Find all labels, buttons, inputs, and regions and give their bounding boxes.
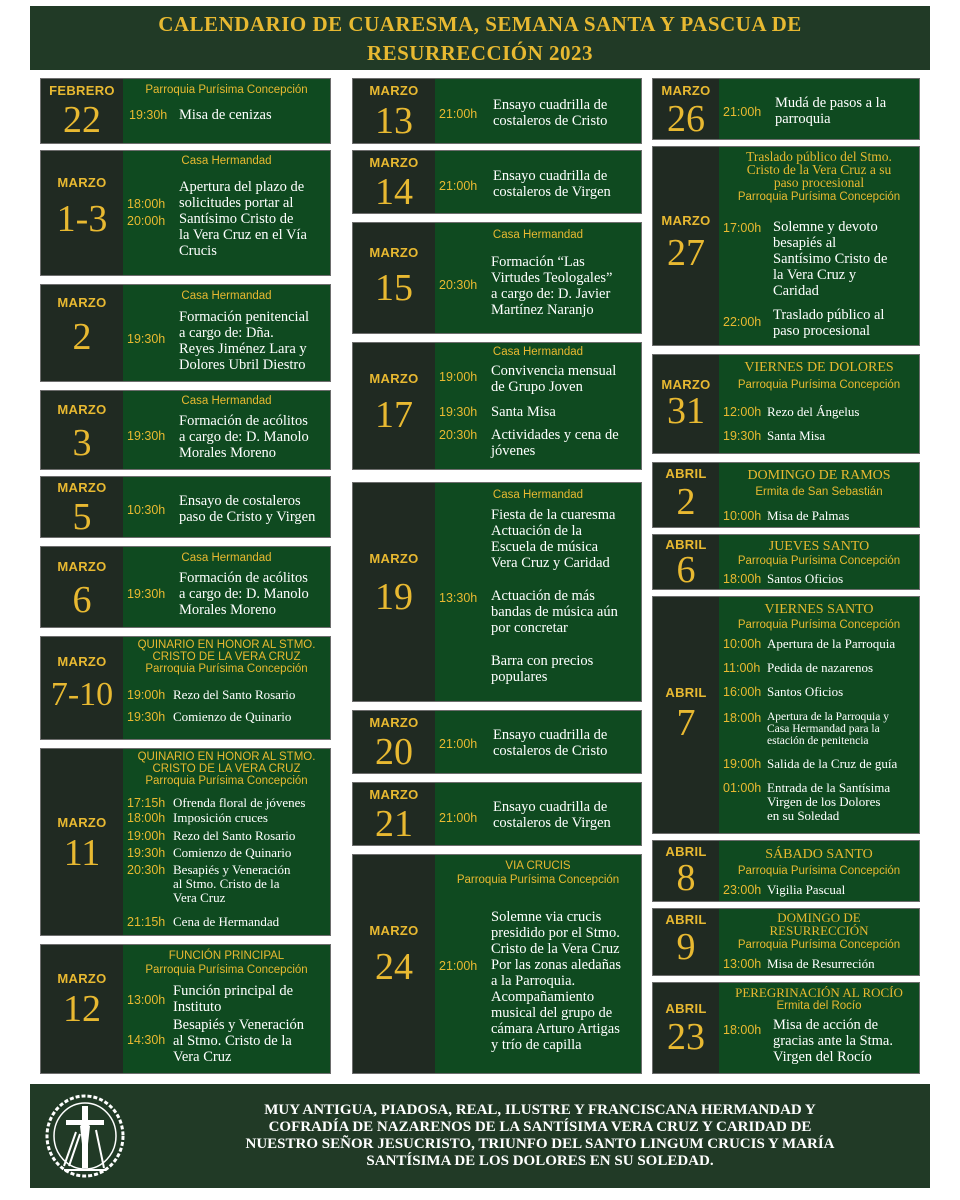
event-time: 17:15h [127,796,166,810]
day-number: 3 [72,422,92,464]
event-card-mar-21 [352,782,642,846]
month-label: MARZO [369,155,419,170]
date-block [353,483,435,701]
event-time: 21:00h [723,105,762,119]
event-description: Imposición cruces [173,810,268,825]
event-description: Ensayo cuadrilla de costaleros de Cristo [493,97,608,129]
event-description: Misa de acción de gracias ante la Stma. Virgen del Rocío [773,1017,893,1065]
event-description: Ofrenda floral de jóvenes [173,795,306,810]
event-description: Traslado público al paso procesional [773,307,885,339]
event-time: 19:30h [129,108,168,122]
month-label: MARZO [57,402,107,417]
event-time: 13:00h [723,957,762,971]
event-time: 19:30h [127,587,166,601]
event-time: 19:00h [127,688,166,702]
event-description: Mudá de pasos a la parroquia [775,95,887,127]
event-description: Besapiés y Veneración al Stmo. Cristo de la Vera Cruz [173,862,291,905]
event-description: Apertura del plazo de solicitudes portar al Santísimo Cristo de la Vera Cruz en el Vía Crucis [179,179,307,259]
event-heading: FUNCIÓN PRINCIPAL Parroquia Purísima Concepción [145,950,308,976]
event-card-mar-20 [352,710,642,774]
event-place: Casa Hermandad [181,395,272,407]
event-time: 13:00h [127,993,166,1007]
event-place: Parroquia Purísima Concepción [737,191,901,203]
event-card-mar-27 [652,146,920,346]
month-label: MARZO [57,480,107,495]
event-card-mar-14 [352,150,642,214]
date-block [41,547,123,627]
month-label: MARZO [57,175,107,190]
month-label: MARZO [369,923,419,938]
event-card-mar-5 [40,476,331,538]
event-time: 18:00h [127,811,166,825]
month-label: MARZO [369,245,419,260]
month-label: MARZO [369,371,419,386]
event-time: 01:00h [723,781,762,795]
month-label: ABRIL [665,844,707,859]
event-description: Santa Misa [767,428,826,443]
date-block [353,343,435,469]
day-number: 9 [676,926,696,968]
day-number: 23 [667,1016,705,1058]
event-time: 20:30h [439,428,478,442]
event-description: Misa de cenizas [179,107,272,123]
event-place: Parroquia Purísima Concepción [737,939,901,951]
date-block [653,535,719,589]
event-time: 10:30h [127,503,166,517]
event-card-mar-3 [40,390,331,470]
event-description: Entrada de la Santísima Virgen de los Dolores en su Soledad [767,780,891,823]
event-card-mar-24 [352,854,642,1074]
event-description: Solemne via crucis presidido por el Stmo. Cristo de la Vera Cruz Por las zonas aledañas a la Parroquia. Acompañamiento musical del grupo de cámara Arturo Artigas y trío de capilla [491,909,622,1053]
event-description: Formación de acólitos a cargo de: D. Manolo Morales Moreno [179,413,309,461]
event-description: Fiesta de la cuaresma Actuación de la Escuela de música Vera Cruz y Caridad [491,507,616,571]
event-time: 21:00h [439,179,478,193]
event-card-mar-31 [652,354,920,454]
event-card-apr-8 [652,840,920,902]
event-time: 21:00h [439,959,478,973]
day-number: 20 [375,731,413,773]
event-description: Convivencia mensual de Grupo Joven [491,363,617,395]
brotherhood-name: MUY ANTIGUA, PIADOSA, REAL, ILUSTRE Y FRANCISCANA HERMANDAD Y COFRADÍA DE NAZARENOS DE LA SANTÍSIMA VERA CRUZ Y CARIDAD DE NUESTRO SEÑOR JESUCRISTO, TRIUNFO DEL SANTO LINGUM CRUCIS Y MARÍA SANTÍSIMA DE LOS DOLORES EN SU SOLEDAD. [245,1102,835,1169]
day-number: 5 [72,496,92,538]
event-description: Misa de Resurreción [767,956,875,971]
month-label: MARZO [57,295,107,310]
event-time: 19:30h [127,332,166,346]
month-label: MARZO [661,377,711,392]
title-line-1: CALENDARIO DE CUARESMA, SEMANA SANTA Y PASCUA DE [158,12,802,36]
event-description: Rezo del Santo Rosario [173,687,296,702]
brotherhood-crest-cross-icon [42,1092,128,1180]
date-block [353,79,435,143]
month-label: MARZO [369,83,419,98]
month-label: ABRIL [665,466,707,481]
event-time: 21:00h [439,737,478,751]
event-time: 20:00h [127,214,166,228]
month-label: MARZO [369,787,419,802]
event-place: Parroquia Purísima Concepción [737,619,901,631]
date-block [41,637,123,739]
event-card-mar-17 [352,342,642,470]
event-description: Vigilia Pascual [767,882,846,897]
event-card-apr-23 [652,982,920,1074]
date-block [653,841,719,901]
event-heading: VIERNES SANTO [764,602,874,617]
event-time: 10:00h [723,637,762,651]
event-place: Parroquia Purísima Concepción [737,379,901,391]
event-card-mar-7-10 [40,636,331,740]
event-time: 18:00h [723,572,762,586]
event-place: Casa Hermandad [492,229,584,241]
event-time: 23:00h [723,883,762,897]
day-number: 31 [667,390,705,432]
event-card-feb-22 [40,78,331,144]
event-time: 21:15h [127,915,166,929]
event-description: Santos Oficios [767,571,844,586]
day-number: 6 [72,579,92,621]
event-card-apr-9 [652,908,920,976]
event-card-apr-7 [652,596,920,834]
month-label: MARZO [369,715,419,730]
event-description: Apertura de la Parroquia y Casa Hermandad para la estación de penitencia [767,711,889,747]
event-time: 19:00h [127,829,166,843]
event-time: 19:30h [127,846,166,860]
day-number: 17 [375,394,413,436]
event-time: 18:00h [723,711,762,725]
month-label: ABRIL [665,685,707,700]
event-description: Actividades y cena de jóvenes [491,427,619,459]
event-time: 19:30h [439,405,478,419]
event-heading: Traslado público del Stmo. Cristo de la Vera Cruz a su paso procesional [746,149,892,190]
event-description: Rezo del Ángelus [767,404,860,419]
event-time: 12:00h [723,405,762,419]
event-card-mar-19 [352,482,642,702]
event-time: 19:30h [723,429,762,443]
date-block [653,355,719,453]
event-description: Formación de acólitos a cargo de: D. Manolo Morales Moreno [179,570,309,618]
date-block [41,391,123,469]
event-card-mar-26 [652,78,920,140]
event-description: Santa Misa [491,404,556,420]
event-place: Casa Hermandad [181,290,272,302]
event-card-apr-6 [652,534,920,590]
event-place: Ermita de San Sebastián [755,486,883,498]
month-label: MARZO [661,213,711,228]
event-place: Casa Hermandad [181,155,272,167]
day-number: 19 [375,576,413,618]
day-number: 13 [375,100,413,142]
day-number: 26 [667,98,705,140]
event-place: Parroquia Purísima Concepción [737,555,901,567]
event-description: Función principal de Instituto [173,983,294,1015]
event-description: Formación penitencial a cargo de: Dña. Reyes Jiménez Lara y Dolores Ubril Diestro [179,309,310,373]
title-line-2: RESURRECCIÓN 2023 [366,41,594,65]
date-block [41,945,123,1073]
day-number: 15 [375,267,413,309]
event-description: Formación “Las Virtudes Teologales” a cargo de: D. Javier Martínez Naranjo [491,254,613,318]
month-label: MARZO [369,551,419,566]
event-description: Ensayo cuadrilla de costaleros de Virgen [493,799,611,831]
event-description: Apertura de la Parroquia [767,636,896,651]
event-description: Ensayo cuadrilla de costaleros de Virgen [493,168,611,200]
day-number: 12 [63,988,101,1030]
date-block [41,749,123,935]
date-block [353,711,435,773]
month-label: MARZO [661,83,711,98]
event-card-mar-15 [352,222,642,334]
event-heading: PEREGRINACIÓN AL ROCÍO [735,985,903,1000]
event-card-mar-12 [40,944,331,1074]
event-time: 21:00h [439,107,478,121]
month-label: MARZO [57,559,107,574]
day-number: 24 [375,946,413,988]
event-description: Pedida de nazarenos [767,660,874,675]
event-place: Ermita del Rocío [776,1000,862,1012]
event-card-mar-6 [40,546,331,628]
event-description: Salida de la Cruz de guía [767,756,898,771]
date-block [353,783,435,845]
date-block [653,463,719,527]
event-description: Ensayo cuadrilla de costaleros de Cristo [493,727,608,759]
day-number: 6 [676,549,696,590]
event-heading: QUINARIO EN HONOR AL STMO. CRISTO DE LA VERA CRUZ Parroquia Purísima Concepción [137,751,316,787]
event-place: Parroquia Purísima Concepción [145,84,308,96]
event-description: Misa de Palmas [767,508,850,523]
event-heading: DOMINGO DE RESURRECCIÓN [769,910,869,938]
date-block [41,79,123,143]
month-label: ABRIL [665,912,707,927]
month-label: MARZO [57,815,107,830]
event-place: Casa Hermandad [492,346,584,358]
date-block [41,477,123,537]
day-number: 27 [667,232,705,274]
event-place: Casa Hermandad [181,552,272,564]
event-time: 19:00h [439,370,478,384]
date-block [653,79,719,139]
day-number: 2 [676,481,696,523]
event-description: Comienzo de Quinario [173,845,292,860]
day-number: 7-10 [50,676,114,713]
event-time: 17:00h [723,221,762,235]
event-card-mar-11 [40,748,331,936]
date-block [353,855,435,1073]
event-time: 16:00h [723,685,762,699]
event-description: Barra con precios populares [491,653,594,685]
month-label: FEBRERO [49,83,115,98]
event-heading: JUEVES SANTO [768,539,870,554]
event-time: 21:00h [439,811,478,825]
event-card-mar-13 [352,78,642,144]
date-block [353,151,435,213]
event-heading: DOMINGO DE RAMOS [747,468,891,483]
date-block [653,147,719,345]
event-description: Cena de Hermandad [173,914,280,929]
month-label: MARZO [57,971,107,986]
event-time: 19:00h [723,757,762,771]
month-label: ABRIL [665,537,707,552]
date-block [653,909,719,975]
event-card-mar-1-3 [40,150,331,276]
month-label: ABRIL [665,1001,707,1016]
date-block [653,983,719,1073]
event-heading: QUINARIO EN HONOR AL STMO. CRISTO DE LA VERA CRUZ Parroquia Purísima Concepción [137,639,316,675]
event-time: 13:30h [439,591,478,605]
event-heading: SÁBADO SANTO [765,847,873,862]
event-card-mar-2 [40,284,331,382]
day-number: 22 [63,99,101,141]
month-label: MARZO [57,654,107,669]
event-time: 14:30h [127,1033,166,1047]
event-description: Rezo del Santo Rosario [173,828,296,843]
day-number: 2 [72,316,92,358]
event-time: 19:30h [127,429,166,443]
event-time: 20:30h [439,278,478,292]
event-description: Actuación de más bandas de música aún por concretar [491,588,618,636]
date-block [41,285,123,381]
event-time: 11:00h [723,661,761,675]
event-description: Ensayo de costaleros paso de Cristo y Virgen [179,493,316,525]
date-block [653,597,719,833]
event-heading: VIA CRUCIS Parroquia Purísima Concepción [456,860,620,886]
event-card-apr-2 [652,462,920,528]
event-time: 19:30h [127,710,166,724]
event-place: Casa Hermandad [492,489,584,501]
event-description: Besapiés y Veneración al Stmo. Cristo de la Vera Cruz [173,1017,304,1065]
day-number: 21 [375,803,413,845]
event-time: 18:00h [723,1023,762,1037]
event-time: 22:00h [723,315,762,329]
event-time: 10:00h [723,509,762,523]
footer-banner [30,1084,930,1188]
event-description: Comienzo de Quinario [173,709,292,724]
event-description: Santos Oficios [767,684,844,699]
day-number: 8 [676,857,696,899]
event-time: 20:30h [127,863,166,877]
date-block [41,151,123,275]
day-number: 1-3 [56,198,108,240]
day-number: 7 [676,702,696,744]
day-number: 14 [375,171,413,213]
event-heading: VIERNES DE DOLORES [744,360,894,375]
page-title [30,6,930,70]
event-time: 18:00h [127,197,166,211]
event-place: Parroquia Purísima Concepción [737,865,901,877]
date-block [353,223,435,333]
event-description: Solemne y devoto besapiés al Santísimo Cristo de la Vera Cruz y Caridad [773,219,888,299]
day-number: 11 [63,832,101,874]
